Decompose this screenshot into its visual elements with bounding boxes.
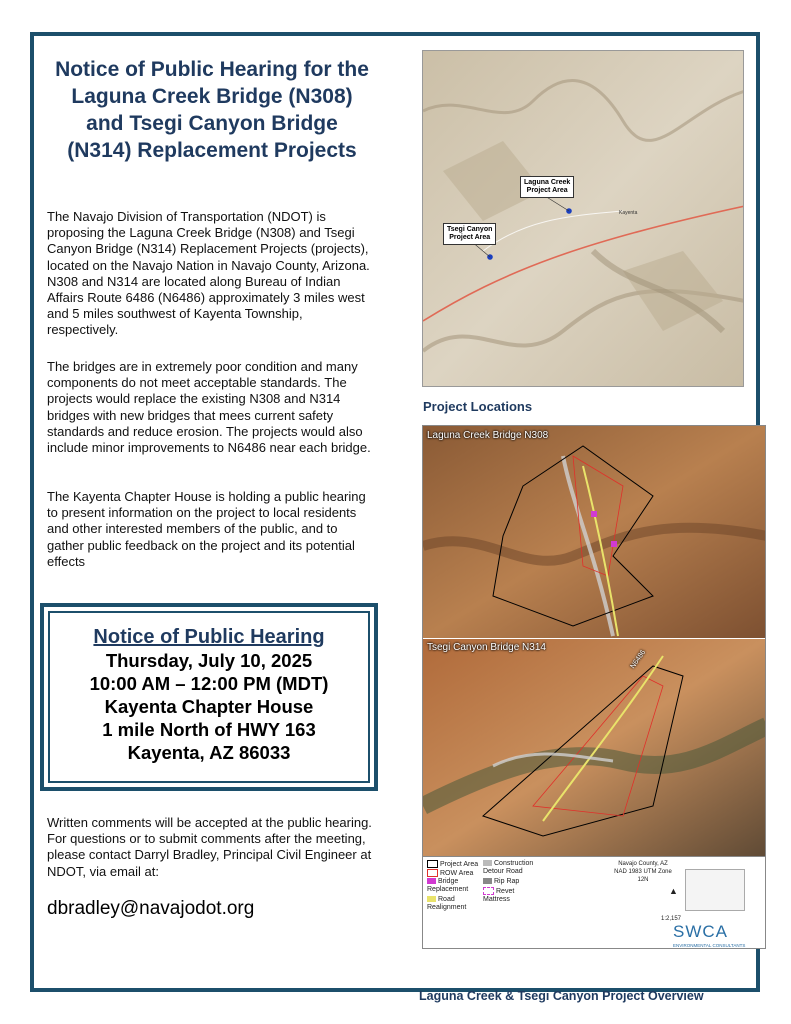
panel-label-laguna: Laguna Creek Bridge N308 <box>427 430 549 441</box>
hearing-notice-box <box>40 603 378 791</box>
hearing-paragraph: The Kayenta Chapter House is holding a public hearing to present information on the project to local residents and other interested members of the public, and to gather public feedback on the project and its potential effects <box>47 489 366 569</box>
notice-time: 10:00 AM – 12:00 PM (MDT) <box>89 673 329 694</box>
comments-paragraph: Written comments will be accepted at the public hearing. For questions or to submit comments after the meeting, please contact Darryl Bradley, Principal Civil Engineer at NDOT, via email at: <box>47 815 372 879</box>
legend-bridge: Bridge Replacement <box>427 878 469 893</box>
swca-logo: SWCA <box>673 922 728 941</box>
legend-project-area: Project Area <box>427 860 478 869</box>
aerial-imagery-graphic <box>423 426 766 856</box>
notice-city: Kayenta, AZ 86033 <box>127 742 291 763</box>
intro-paragraph: The Navajo Division of Transportation (NDOT) is proposing the Laguna Creek Bridge (N308) and Tsegi Canyon Bridge (N314) Replacement Projects (projects), located on the Navajo Nation in Navajo County, Arizona. N308 and N314 are located along Bureau of Indian Affairs Route 6486 (N6486) approximately 3 miles west and 5 miles southwest of Kayenta Township, respectively. <box>47 209 370 338</box>
map-caption-overview: Laguna Creek & Tsegi Canyon Project Overview <box>419 989 704 1003</box>
legend-row-area: ROW Area <box>427 869 473 878</box>
project-overview-map <box>422 425 766 949</box>
map-metadata: Navajo County, AZ NAD 1983 UTM Zone 12N <box>614 861 672 883</box>
notice-directions: 1 mile North of HWY 163 <box>102 719 316 740</box>
tsegi-callout: Tsegi Canyon Project Area <box>443 223 496 245</box>
notice-heading: Notice of Public Hearing <box>93 626 325 648</box>
legend-realignment: Road Realignment <box>427 896 467 911</box>
condition-paragraph: The bridges are in extremely poor condition and many components do not meet acceptable standards. The projects would replace the existing N308 and N314 bridges with new bridges that mees current safety standards and reduce erosion. The projects would also include minor improvements to N6486 near each bridge. <box>47 359 371 456</box>
contact-email[interactable]: dbradley@navajodot.org <box>47 898 255 919</box>
town-label: Kayenta <box>619 210 638 216</box>
notice-venue: Kayenta Chapter House <box>104 696 314 717</box>
road-label: N6486 <box>629 649 648 670</box>
terrain-map-graphic <box>423 51 744 387</box>
panel-label-tsegi: Tsegi Canyon Bridge N314 <box>427 642 546 653</box>
swca-logo-subtitle: ENVIRONMENTAL CONSULTANTS <box>673 943 746 948</box>
page-title: Notice of Public Hearing for the Laguna Creek Bridge (N308) and Tsegi Canyon Bridge (N314) Replacement Projects <box>55 58 369 162</box>
project-location-map <box>422 50 744 387</box>
laguna-callout: Laguna Creek Project Area <box>520 176 574 198</box>
legend-detour: Construction Detour Road <box>483 860 534 875</box>
map-legend <box>423 856 766 949</box>
legend-revet-mattress: Revet Mattress <box>483 887 515 903</box>
map-caption-locations: Project Locations <box>423 399 533 414</box>
notice-date: Thursday, July 10, 2025 <box>105 650 313 671</box>
arizona-inset-map <box>685 869 745 911</box>
map-scale: 1:2,157 <box>661 916 682 922</box>
north-arrow-icon: ▲ <box>669 886 678 896</box>
legend-rip-rap: Rip Rap <box>483 878 519 886</box>
